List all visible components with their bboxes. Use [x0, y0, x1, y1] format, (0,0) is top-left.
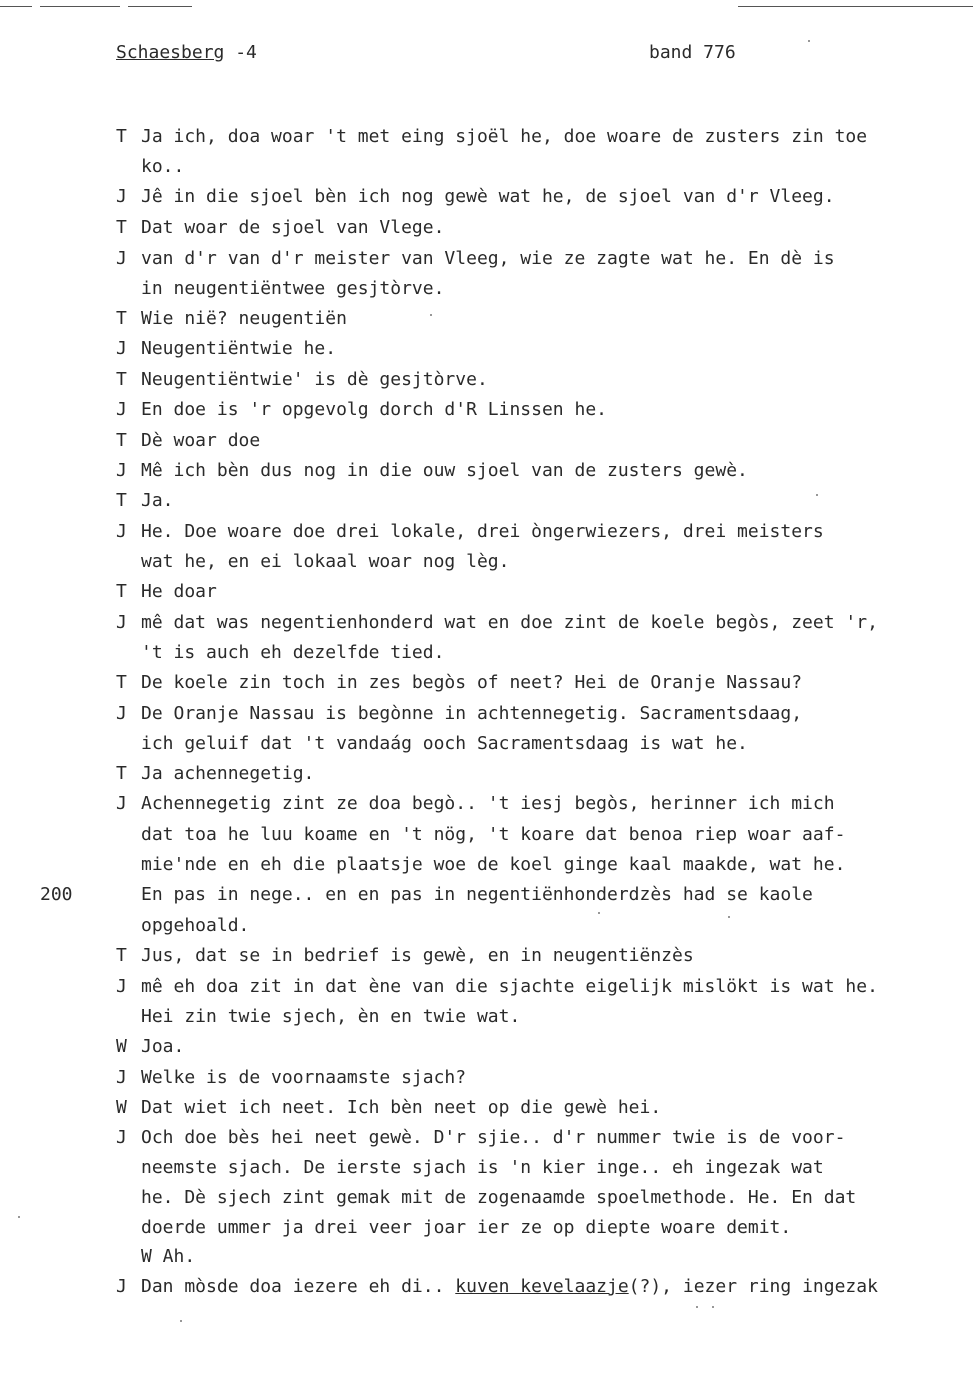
top-rule-segment	[0, 6, 32, 7]
speaker-label: J	[116, 460, 127, 481]
location-title: Schaesberg	[116, 42, 225, 63]
text-before-underline: Dan mòsde doa iezere eh di..	[141, 1276, 456, 1297]
speaker-label: J	[116, 976, 127, 997]
line-text: Ja.	[141, 490, 174, 511]
line-text: Welke is de voornaamste sjach?	[141, 1067, 467, 1088]
line-text: Neugentiëntwie' is dè gesjtòrve.	[141, 369, 488, 390]
speaker-label: T	[116, 369, 127, 390]
line-text: W Ah.	[141, 1246, 196, 1267]
underlined-term: kuven kevelaazje	[455, 1276, 629, 1297]
band-label: band 776	[649, 42, 736, 63]
line-text: doerde ummer ja drei veer joar ier ze op diepte woare demit.	[141, 1217, 792, 1238]
line-text: he. Dè sjech zint gemak mit de zogenaamde spoelmethode. He. En dat	[141, 1187, 857, 1208]
speaker-label: J	[116, 612, 127, 633]
line-text: mê dat was negentienhonderd wat en doe zint de koele begòs, zeet 'r,	[141, 612, 878, 633]
line-text: opgehoald.	[141, 915, 250, 936]
line-text: dat toa he luu koame en 't nög, 't koare dat benoa riep woar aaf-	[141, 824, 846, 845]
speaker-label: T	[116, 126, 127, 147]
line-text: Jê in die sjoel bèn ich nog gewè wat he, de sjoel van d'r Vleeg.	[141, 186, 835, 207]
line-text: Dat wiet ich neet. Ich bèn neet op die gewè hei.	[141, 1097, 662, 1118]
speaker-label: J	[116, 1127, 127, 1148]
speaker-label: J	[116, 703, 127, 724]
scan-speck	[808, 40, 810, 42]
line-text: Neugentiëntwie he.	[141, 338, 337, 359]
speaker-label: T	[116, 581, 127, 602]
line-text: Ja ich, doa woar 't met eing sjoël he, doe woare de zusters zin toe	[141, 126, 868, 147]
scan-speck	[712, 1306, 714, 1308]
line-text: mê eh doa zit in dat ène van die sjachte eigelijk mislökt is wat he.	[141, 976, 878, 997]
line-text: Achennegetig zint ze doa begò.. 't iesj begòs, herinner ich mich	[141, 793, 835, 814]
speaker-label: W	[116, 1036, 127, 1057]
line-text: Dè woar doe	[141, 430, 261, 451]
line-text: ko..	[141, 156, 185, 177]
speaker-label: J	[116, 793, 127, 814]
speaker-label: T	[116, 672, 127, 693]
line-text: Och doe bès hei neet gewè. D'r sjie.. d'r nummer twie is de voor-	[141, 1127, 846, 1148]
speaker-label: T	[116, 430, 127, 451]
line-text: He doar	[141, 581, 217, 602]
line-text: van d'r van d'r meister van Vleeg, wie ze zagte wat he. En dè is	[141, 248, 835, 269]
line-text: He. Doe woare doe drei lokale, drei òngerwiezers, drei meisters	[141, 521, 824, 542]
line-text: En pas in nege.. en en pas in negentiënhonderdzès had se kaole	[141, 884, 813, 905]
line-text: De Oranje Nassau is begònne in achtennegetig. Sacramentsdaag,	[141, 703, 803, 724]
line-text: ich geluif dat 't vandaág ooch Sacramentsdaag is wat he.	[141, 733, 748, 754]
speaker-label: J	[116, 186, 127, 207]
speaker-label: J	[116, 1067, 127, 1088]
line-text	[141, 1276, 878, 1298]
speaker-label: J	[116, 248, 127, 269]
speaker-label: T	[116, 490, 127, 511]
speaker-label: J	[116, 338, 127, 359]
scan-speck	[180, 1320, 182, 1322]
line-text: mie'nde en eh die plaatsje woe de koel ginge kaal maakde, wat he.	[141, 854, 846, 875]
speaker-label: T	[116, 945, 127, 966]
speaker-label: T	[116, 308, 127, 329]
top-rule-segment	[128, 6, 192, 7]
scan-speck	[18, 1216, 20, 1218]
line-text: Dat woar de sjoel van Vlege.	[141, 217, 445, 238]
speaker-label: W	[116, 1097, 127, 1118]
line-text: wat he, en ei lokaal woar nog lèg.	[141, 551, 510, 572]
line-text: Mê ich bèn dus nog in die ouw sjoel van de zusters gewè.	[141, 460, 748, 481]
margin-line-number: 200	[40, 884, 73, 905]
line-text: Joa.	[141, 1036, 185, 1057]
speaker-label: T	[116, 217, 127, 238]
speaker-label: T	[116, 763, 127, 784]
top-rule-segment	[40, 6, 120, 7]
line-text: Hei zin twie sjech, èn en twie wat.	[141, 1006, 521, 1027]
speaker-label: J	[116, 1276, 127, 1297]
top-rule-segment	[738, 6, 973, 7]
scan-speck	[728, 916, 730, 918]
scan-speck	[816, 494, 818, 496]
page-number: -4	[224, 42, 257, 63]
page-header-left	[116, 42, 257, 63]
line-text: Wie nië? neugentiën	[141, 308, 347, 329]
line-text: 't is auch eh dezelfde tied.	[141, 642, 445, 663]
line-text: De koele zin toch in zes begòs of neet? Hei de Oranje Nassau?	[141, 672, 803, 693]
scan-speck	[696, 1306, 698, 1308]
line-text: Ja achennegetig.	[141, 763, 315, 784]
scan-speck	[430, 314, 432, 316]
speaker-label: J	[116, 399, 127, 420]
line-text: in neugentiëntwee gesjtòrve.	[141, 278, 445, 299]
text-after-underline: (?), iezer ring ingezak	[628, 1276, 878, 1297]
scan-speck	[598, 912, 600, 914]
line-text: neemste sjach. De ierste sjach is 'n kier inge.. eh ingezak wat	[141, 1157, 824, 1178]
line-text: Jus, dat se in bedrief is gewè, en in neugentiënzès	[141, 945, 694, 966]
line-text: En doe is 'r opgevolg dorch d'R Linssen he.	[141, 399, 607, 420]
speaker-label: J	[116, 521, 127, 542]
